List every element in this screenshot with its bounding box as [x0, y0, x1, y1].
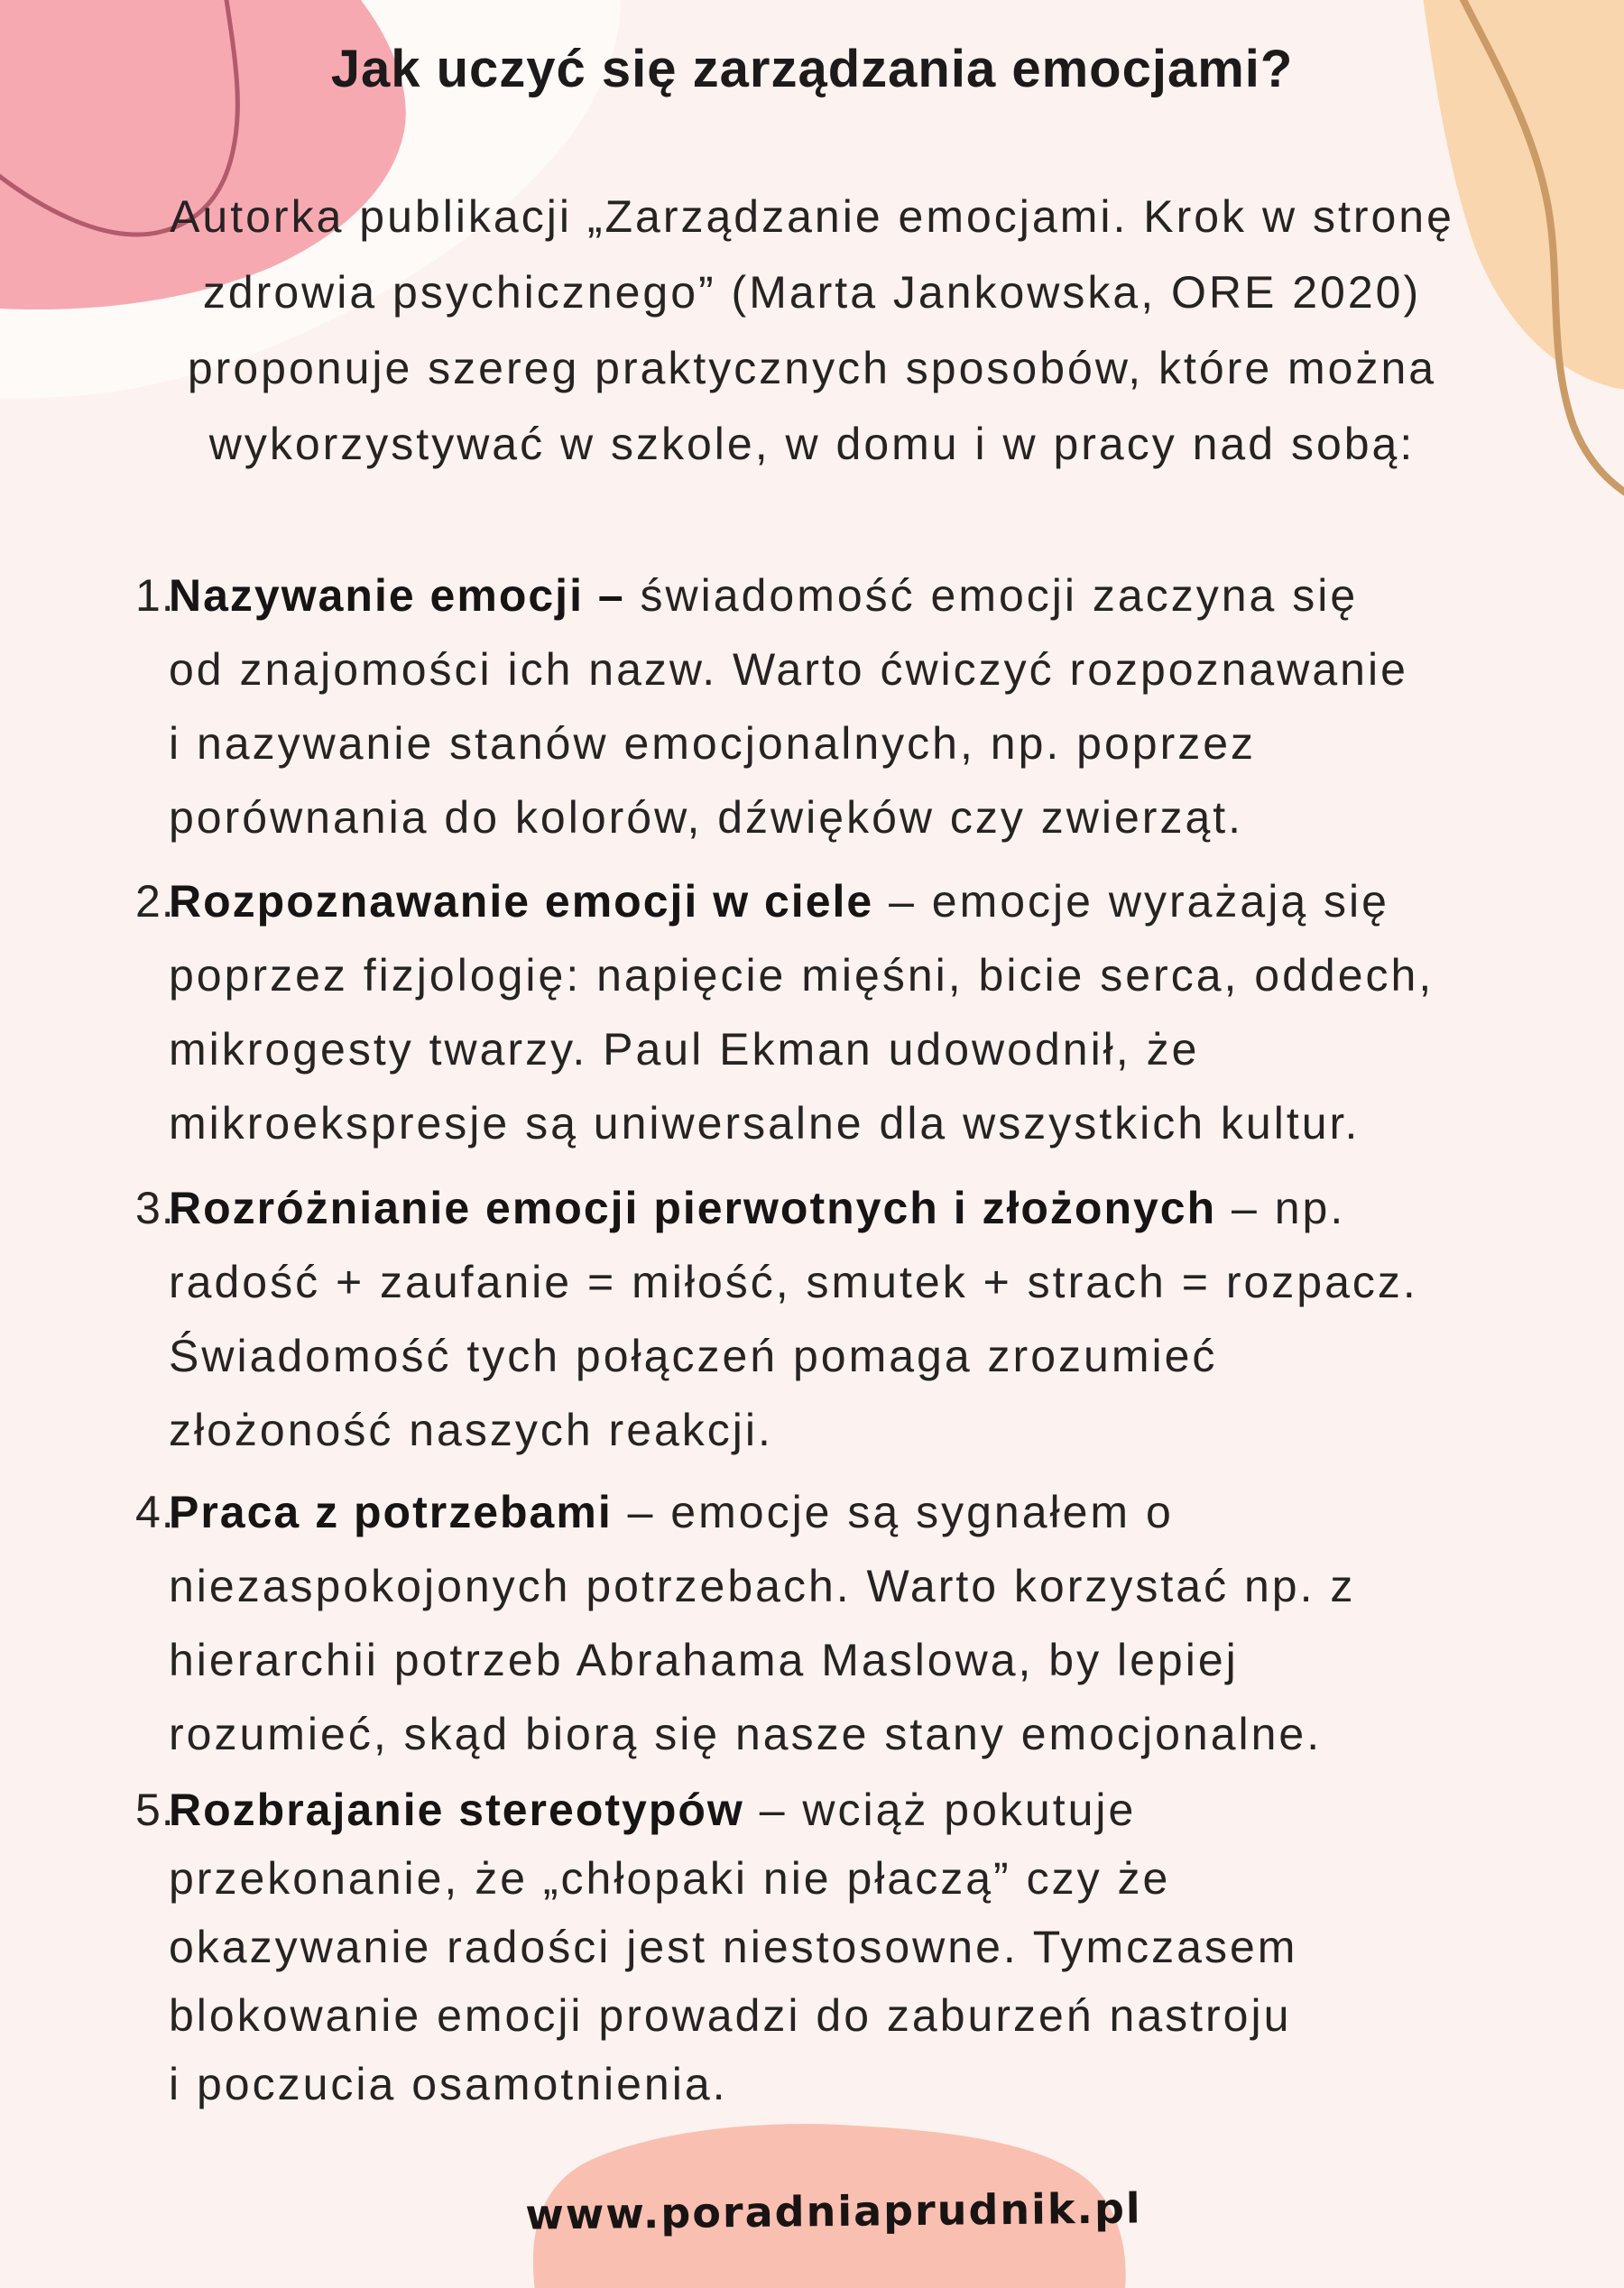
list-item-line: od znajomości ich nazw. Warto ćwiczyć rozpoznawanie	[169, 644, 1408, 695]
intro-line: wykorzystywać w szkole, w domu i w pracy nad sobą:	[208, 419, 1416, 469]
list-item-line: poprzez fizjologię: napięcie mięśni, bicie serca, oddech,	[169, 950, 1435, 1001]
list-item-line: okazywanie radości jest niestosowne. Tymczasem	[169, 1922, 1298, 1972]
list-item-heading: Rozróżnianie emocji pierwotnych i złożonych	[169, 1183, 1217, 1233]
list-item-number: 4.	[135, 1487, 175, 1537]
list-item-line: mikrogesty twarzy. Paul Ekman udowodnił, że	[169, 1024, 1200, 1075]
list-item-number: 2.	[135, 876, 175, 927]
list-item-line	[169, 864, 1552, 938]
list-item-text: – emocje wyrażają się	[873, 876, 1389, 927]
page-title: Jak uczyć się zarządzania emocjami?	[330, 40, 1294, 98]
list-item-text: świadomość emocji zaczyna się	[624, 570, 1359, 621]
list-item-line: Świadomość tych połączeń pomaga zrozumieć	[169, 1331, 1218, 1381]
list-item-line	[169, 1776, 1552, 1844]
list-item-heading: Rozpoznawanie emocji w ciele	[169, 876, 874, 927]
list-item	[135, 558, 1552, 854]
list-item-heading: Nazywanie emocji –	[169, 570, 625, 621]
list-item	[135, 1475, 1552, 1771]
list-item-line	[169, 558, 1552, 632]
list-item-line: rozumieć, skąd biorą się nasze stany emocjonalne.	[169, 1709, 1323, 1759]
list-item	[135, 864, 1552, 1160]
list-item	[135, 1776, 1552, 2118]
list-item-text: – wciąż pokutuje	[743, 1785, 1137, 1835]
list-item-heading: Rozbrajanie stereotypów	[169, 1785, 744, 1835]
list-item-line: blokowanie emocji prowadzi do zaburzeń nastroju	[169, 1990, 1292, 2041]
list-item-line	[169, 1171, 1552, 1245]
list-item-line: mikroekspresje są uniwersalne dla wszystkich kultur.	[169, 1098, 1361, 1149]
list-item-line: przekonanie, że „chłopaki nie płaczą” czy że	[169, 1853, 1171, 1904]
list-item-line	[169, 1475, 1552, 1549]
list-item-number: 1.	[135, 570, 175, 621]
list-item-text: – emocje są sygnałem o	[612, 1487, 1174, 1537]
list-item-number: 5.	[135, 1785, 175, 1835]
list-item-text: – np.	[1216, 1183, 1346, 1233]
list-item-line: hierarchii potrzeb Abrahama Maslowa, by lepiej	[169, 1635, 1239, 1685]
list-item-line: i nazywanie stanów emocjonalnych, np. poprzez	[169, 718, 1257, 769]
list-item-line: porównania do kolorów, dźwięków czy zwierząt.	[169, 792, 1244, 843]
tips-list	[135, 0, 1579, 2288]
list-item	[135, 1171, 1552, 1467]
list-item-line: i poczucia osamotnienia.	[169, 2059, 728, 2109]
list-item-line: niezaspokojonych potrzebach. Warto korzystać np. z	[169, 1561, 1356, 1611]
intro-line: zdrowia psychicznego” (Marta Jankowska, ORE 2020)	[202, 267, 1422, 318]
list-item-line: radość + zaufanie = miłość, smutek + strach = rozpacz.	[169, 1257, 1418, 1307]
footer-website-url: www.poradniaprudnik.pl	[525, 2183, 1142, 2239]
intro-line: Autorka publikacji „Zarządzanie emocjami. Krok w stronę	[170, 191, 1454, 242]
list-item-number: 3.	[135, 1183, 175, 1233]
list-item-heading: Praca z potrzebami	[169, 1487, 613, 1537]
intro-line: proponuje szereg praktycznych sposobów, które można	[187, 343, 1437, 393]
list-item-line: złożoność naszych reakcji.	[169, 1405, 773, 1455]
